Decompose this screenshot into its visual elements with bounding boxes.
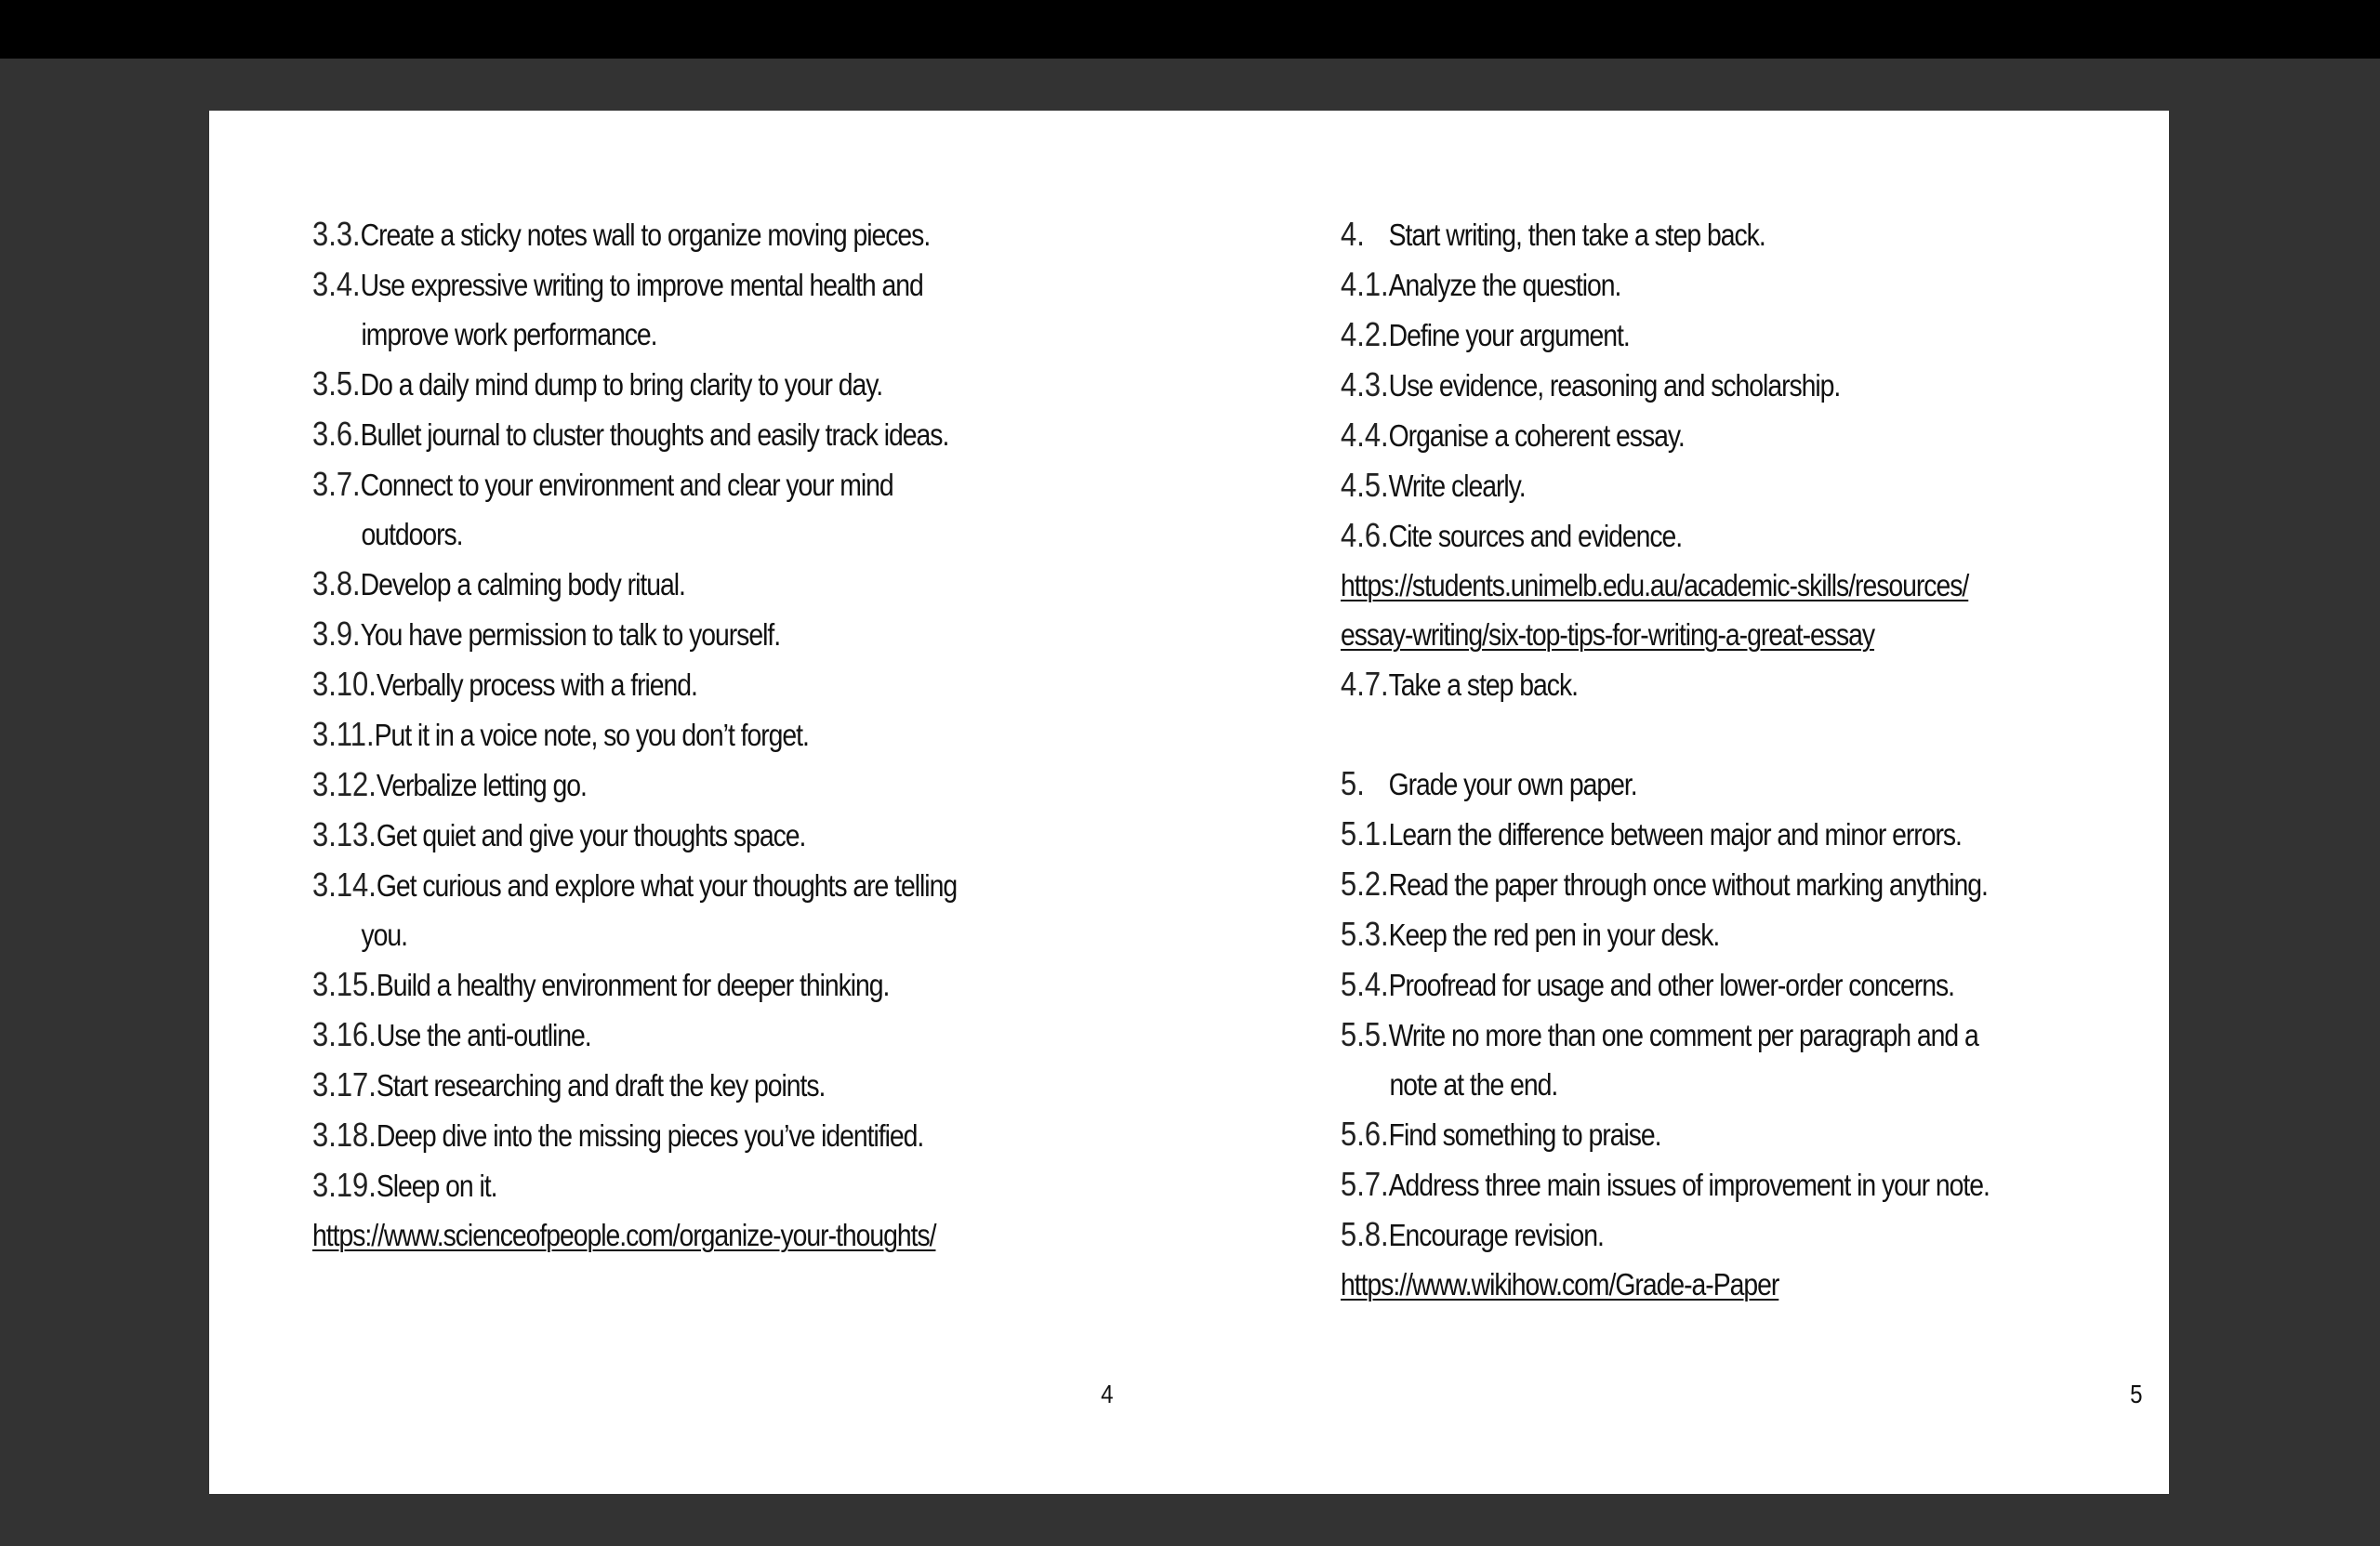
page-5 [1189,111,2169,1494]
item-text: Write clearly. [1388,469,1526,503]
item-number: 5.1. [1341,814,1389,852]
list-item [1341,1010,2044,1060]
item-text: Keep the red pen in your desk. [1388,918,1720,952]
item-text: Deep dive into the missing pieces you’ve identified. [376,1118,924,1153]
list-item [312,959,1032,1010]
page-5-content [1341,209,2159,1309]
list-item-continuation: outdoors. [361,517,463,551]
item-number: 3.11. [312,715,375,753]
item-number: 3.6. [312,415,361,453]
item-number: 5.3. [1341,915,1389,953]
item-number: 3.5. [312,364,361,403]
item-number: 3.19. [312,1166,377,1204]
source-link[interactable]: https://www.scienceofpeople.com/organize-your-thoughts/ [312,1218,936,1252]
item-text: Do a daily mind dump to bring clarity to your day. [360,367,883,402]
item-number: 4.6. [1341,516,1389,554]
section-spacer [1341,709,2159,759]
item-text: Verbally process with a friend. [376,667,697,702]
item-text: Use evidence, reasoning and scholarship. [1388,368,1841,403]
list-item [312,459,1032,509]
list-item [1341,1209,2044,1260]
item-number: 5.7. [1341,1165,1389,1203]
list-item [1341,1159,2044,1209]
item-number: 3.14. [312,865,377,904]
item-number: 3.13. [312,815,377,853]
item-number: 3.15. [312,965,377,1003]
item-number: 4.2. [1341,315,1389,353]
heading-number: 5. [1341,764,1365,802]
item-text: Verbalize letting go. [376,768,587,802]
item-number: 5.8. [1341,1215,1389,1253]
item-number: 3.16. [312,1015,377,1053]
item-number: 3.12. [312,765,377,803]
item-text: Use expressive writing to improve mental health and [360,268,923,302]
item-text: Sleep on it. [376,1169,497,1203]
list-item-continuation: improve work performance. [361,317,657,351]
list-item-continuation: note at the end. [1389,1067,1558,1102]
page-number: 5 [2130,1380,2143,1408]
list-item [1341,859,2044,909]
list-item [312,1060,1032,1110]
item-number: 3.18. [312,1116,377,1154]
item-number: 3.3. [312,215,361,253]
section-heading [1341,209,2044,259]
item-text: You have permission to talk to yourself. [360,617,781,652]
list-item [1341,959,2044,1010]
item-text: Learn the difference between major and minor errors. [1388,817,1962,852]
section-heading [1341,759,2044,809]
list-item [1341,659,2044,709]
source-link[interactable]: https://www.wikihow.com/Grade-a-Paper [1341,1267,1779,1302]
item-text: Address three main issues of improvement in your note. [1388,1168,1990,1202]
item-text: Proofread for usage and other lower-order concerns. [1388,968,1954,1002]
item-text: Get curious and explore what your thoughts are telling [376,868,958,903]
item-number: 3.10. [312,665,377,703]
item-number: 3.8. [312,564,361,602]
item-number: 4.1. [1341,265,1389,303]
document-spread [209,111,2169,1494]
list-item [312,259,1032,310]
item-text: Write no more than one comment per paragraph and a [1388,1018,1978,1052]
source-link-line-1[interactable]: https://students.unimelb.edu.au/academic-skills/resources/ [1341,568,1969,602]
item-text: Build a healthy environment for deeper thinking. [376,968,890,1002]
list-item [312,559,1032,609]
source-link-line-2[interactable]: essay-writing/six-top-tips-for-writing-a-great-essay [1341,617,1875,652]
item-text: Start researching and draft the key points. [376,1068,826,1103]
item-text: Connect to your environment and clear your mind [360,468,893,502]
list-item [1341,259,2044,310]
item-number: 3.4. [312,265,361,303]
list-item [1341,1109,2044,1159]
page-4 [209,111,1189,1494]
heading-text: Start writing, then take a step back. [1388,218,1765,252]
item-number: 3.17. [312,1065,377,1103]
item-text: Organise a coherent essay. [1388,418,1685,453]
item-text: Define your argument. [1388,318,1630,352]
item-text: Get quiet and give your thoughts space. [376,818,806,852]
list-item [312,659,1032,709]
list-item [312,760,1032,810]
item-number: 3.7. [312,465,361,503]
list-item [1341,360,2044,410]
item-text: Analyze the question. [1388,268,1621,302]
list-item [312,609,1032,659]
item-text: Encourage revision. [1388,1218,1604,1252]
list-item [1341,460,2044,510]
item-text: Create a sticky notes wall to organize moving pieces. [360,218,931,252]
item-number: 5.5. [1341,1015,1389,1053]
list-item [312,810,1032,860]
item-number: 5.2. [1341,865,1389,903]
list-item [312,1160,1032,1210]
list-item [312,209,1032,259]
page-number: 4 [1101,1380,1114,1408]
item-text: Find something to praise. [1388,1117,1661,1152]
heading-number: 4. [1341,215,1365,253]
list-item-continuation: you. [361,918,407,952]
page-4-content [312,209,1149,1260]
item-number: 5.6. [1341,1115,1389,1153]
item-text: Read the paper through once without marking anything. [1388,867,1988,902]
item-text: Use the anti-outline. [376,1018,591,1052]
list-item [1341,410,2044,460]
list-item [1341,510,2044,561]
viewer-top-bar [0,0,2380,59]
item-text: Cite sources and evidence. [1388,519,1683,553]
item-text: Take a step back. [1388,667,1578,702]
list-item [312,709,1032,760]
item-text: Put it in a voice note, so you don’t forget. [374,718,809,752]
list-item [312,1010,1032,1060]
item-text: Bullet journal to cluster thoughts and easily track ideas. [360,417,949,452]
item-number: 4.5. [1341,466,1389,504]
item-number: 5.4. [1341,965,1389,1003]
item-number: 4.7. [1341,665,1389,703]
item-number: 3.9. [312,614,361,653]
list-item [1341,909,2044,959]
list-item [312,1110,1032,1160]
item-number: 4.4. [1341,416,1389,454]
heading-text: Grade your own paper. [1388,767,1637,801]
list-item [312,409,1032,459]
item-text: Develop a calming body ritual. [360,567,685,601]
list-item [1341,310,2044,360]
list-item [312,359,1032,409]
list-item [312,860,1032,910]
item-number: 4.3. [1341,365,1389,403]
list-item [1341,809,2044,859]
